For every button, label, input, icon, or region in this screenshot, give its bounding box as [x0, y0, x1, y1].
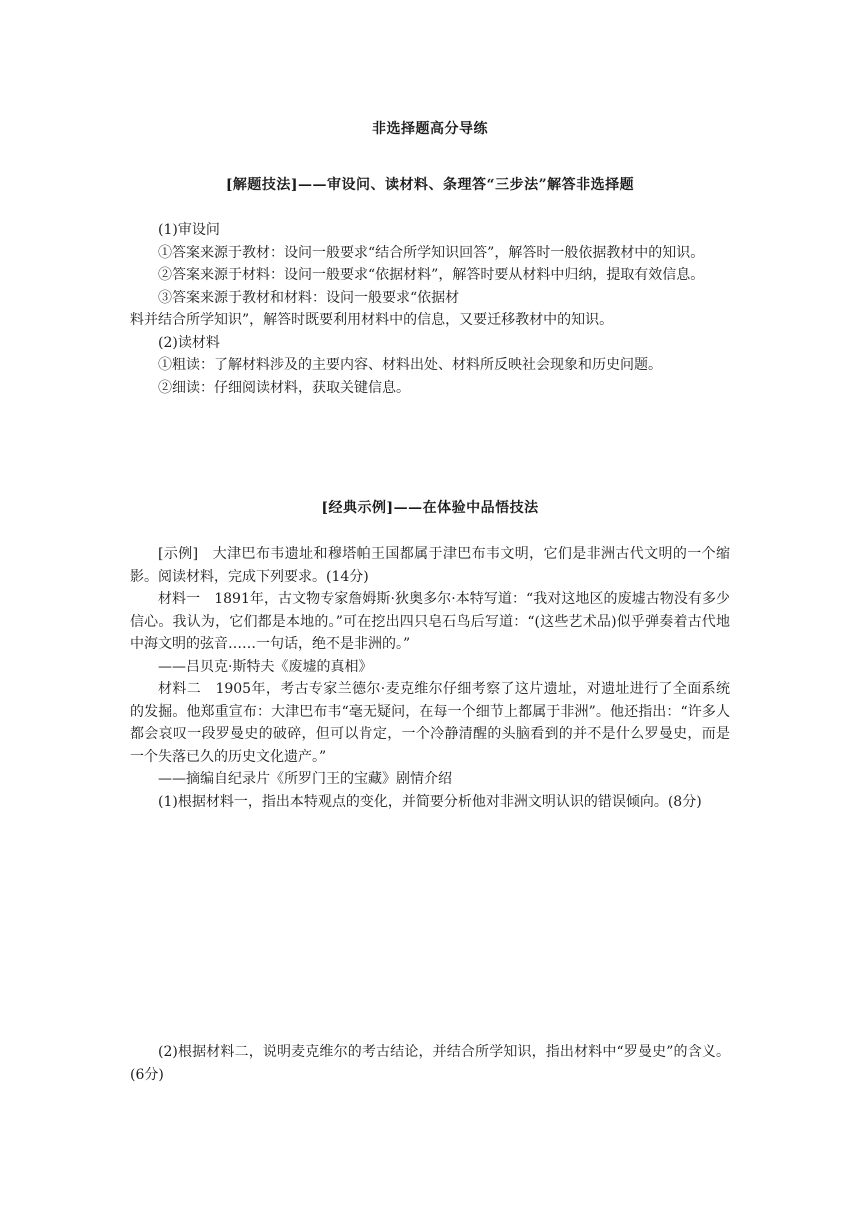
- question-two-block: [130, 1041, 730, 1086]
- techniques-content: [130, 219, 730, 399]
- material-two: 材料二 1905年，考古专家兰德尔·麦克维尔仔细考察了这片遗址，对遗址进行了全面系统的发掘。他郑重宣布：大津巴布韦“毫无疑问，在每一个细节上都属于非洲”。他还指出：“许多人都会哀叹一段罗曼史的破碎，但可以肯定，一个冷静清醒的头脑看到的并不是什么罗曼史，而是一个失落已久的历史文化遗产。”: [130, 681, 730, 765]
- material-one-source: ——吕贝克·斯特夫《废墟的真相》: [158, 658, 373, 675]
- page-title: 非选择题高分导练: [372, 121, 488, 137]
- question-two: (2)根据材料二，说明麦克维尔的考古结论，并结合所学知识，指出材料中“罗曼史”的含义。(6分): [130, 1044, 730, 1083]
- example-content: [130, 543, 730, 813]
- step2-heading: (2)读材料: [158, 334, 220, 351]
- material-one: 材料一 1891年，古文物专家詹姆斯·狄奥多尔·本特写道：“我对这地区的废墟古物没有多少信心。我认为，它们都是本地的。”可在挖出四只皂石鸟后写道：“(这些艺术品)似乎弹奏着古代地中海文明的弦音……一句话，绝不是非洲的。”: [130, 591, 730, 652]
- section-heading-example: [经典示例]——在体验中品悟技法: [321, 500, 539, 516]
- step1-item-textbook: ①答案来源于教材：设问一般要求“结合所学知识回答”，解答时一般依据教材中的知识。: [158, 244, 705, 261]
- step1-item-both: ③答案来源于教材和材料：设问一般要求“依据材: [158, 289, 460, 306]
- example-intro: [示例] 大津巴布韦遗址和穆塔帕王国都属于津巴布韦文明，它们是非洲古代文明的一个缩影。阅读材料，完成下列要求。(14分): [130, 546, 730, 585]
- section-heading-techniques: [解题技法]——审设问、读材料、条理答“三步法”解答非选择题: [225, 177, 635, 193]
- step1-heading: (1)审设问: [158, 222, 220, 238]
- step2-item-close-read: ②细读：仔细阅读材料，获取关键信息。: [158, 379, 410, 396]
- material-two-source: ——摘编自纪录片《所罗门王的宝藏》剧情介绍: [158, 771, 452, 787]
- step1-item-both-continued: 料并结合所学知识”，解答时既要利用材料中的信息，又要迁移教材中的知识。: [130, 312, 614, 328]
- step1-item-material: ②答案来源于材料：设问一般要求“依据材料”，解答时要从材料中归纳，提取有效信息。: [158, 267, 705, 283]
- step2-item-skim: ①粗读：了解材料涉及的主要内容、材料出处、材料所反映社会现象和历史问题。: [158, 357, 662, 373]
- question-one: (1)根据材料一，指出本特观点的变化，并简要分析他对非洲文明认识的错误倾向。(8分): [158, 793, 702, 810]
